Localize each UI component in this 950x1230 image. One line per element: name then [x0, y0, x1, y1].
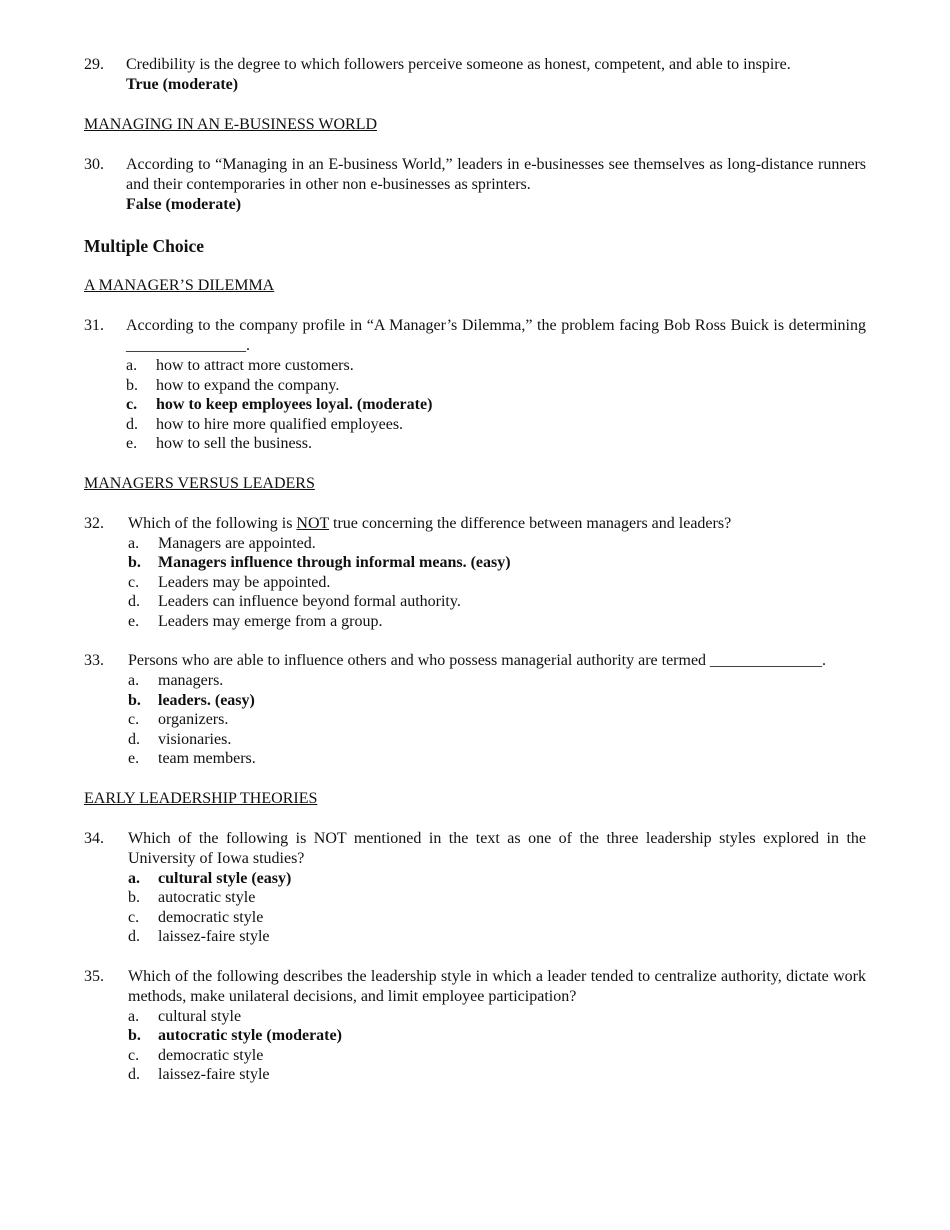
option-text: how to keep employees loyal. (moderate) [156, 396, 433, 413]
option-text: how to expand the company. [156, 376, 340, 394]
option-text: democratic style [158, 1046, 264, 1064]
option-text: laissez-faire style [158, 928, 270, 945]
option-d [128, 927, 866, 947]
option-letter: c. [128, 908, 140, 926]
question-text: According to the company profile in “A Manager’s Dilemma,” the problem facing Bob Ross Buick is determining _______________. [126, 317, 866, 354]
option-letter: a. [128, 672, 140, 689]
option-d [128, 1065, 866, 1085]
option-letter: a. [128, 534, 140, 552]
question-35 [84, 967, 866, 1085]
option-text: laissez-faire style [158, 1066, 270, 1083]
option-letter: c. [126, 396, 138, 413]
option-e [126, 434, 866, 454]
option-letter: e. [128, 750, 140, 767]
question-31 [84, 316, 866, 454]
question-number: 30. [84, 156, 104, 173]
question-number: 33. [84, 652, 104, 669]
answer-key: True (moderate) [126, 76, 239, 93]
option-a-correct [128, 869, 866, 889]
option-b [128, 888, 866, 908]
option-letter: a. [128, 869, 140, 887]
document-page [84, 55, 866, 1085]
option-c-correct [126, 395, 866, 415]
section-heading-dilemma: A MANAGER’S DILEMMA [84, 277, 275, 294]
option-text: cultural style (easy) [158, 869, 292, 887]
section-heading-ebusiness: MANAGING IN AN E-BUSINESS WORLD [84, 116, 378, 133]
option-d [126, 415, 866, 435]
question-32 [84, 514, 866, 632]
option-letter: e. [126, 435, 138, 452]
question-text: Credibility is the degree to which followers perceive someone as honest, competent, and able to inspire. [126, 56, 791, 73]
option-text: Managers are appointed. [158, 534, 316, 552]
option-d [128, 730, 866, 750]
option-text: managers. [158, 672, 224, 689]
question-number: 29. [84, 56, 104, 73]
question-30 [84, 155, 866, 215]
question-number: 31. [84, 317, 104, 334]
question-33 [84, 651, 866, 769]
option-text: how to attract more customers. [156, 357, 354, 374]
option-e [128, 749, 866, 769]
option-letter: b. [128, 1027, 141, 1044]
option-b-correct [128, 1026, 866, 1046]
question-34 [84, 829, 866, 947]
section-heading-early-theories: EARLY LEADERSHIP THEORIES [84, 789, 318, 807]
question-text [128, 514, 866, 534]
option-text: cultural style [158, 1007, 242, 1025]
question-29 [84, 55, 866, 95]
question-text: According to “Managing in an E-business World,” leaders in e-businesses see themselves as long-distance runners and their contemporaries in other non e-businesses as sprinters. [126, 156, 866, 193]
question-text-part: true concerning the difference between managers and leaders? [329, 514, 732, 532]
question-text-emphasis: NOT [296, 514, 330, 532]
option-a [126, 356, 866, 376]
option-b-correct [128, 553, 866, 573]
question-text: Which of the following describes the leadership style in which a leader tended to centralize authority, dictate work methods, make unilateral decisions, and limit employee participation? [128, 967, 866, 1005]
option-text: leaders. (easy) [158, 691, 255, 709]
option-text: Leaders may be appointed. [158, 573, 331, 591]
option-text: visionaries. [158, 730, 232, 748]
option-text: how to hire more qualified employees. [156, 415, 404, 433]
section-heading-managers-leaders: MANAGERS VERSUS LEADERS [84, 474, 315, 492]
option-letter: d. [128, 730, 140, 748]
question-number: 35. [84, 967, 104, 985]
option-letter: d. [128, 1066, 140, 1083]
option-e [128, 612, 866, 632]
option-b-correct [128, 691, 866, 711]
answer-key: False (moderate) [126, 196, 242, 213]
option-letter: e. [128, 612, 140, 630]
question-number: 34. [84, 829, 104, 847]
option-letter: b. [126, 376, 138, 394]
option-text: organizers. [158, 711, 229, 728]
option-c [128, 573, 866, 593]
option-text: Managers influence through informal means. (easy) [158, 554, 511, 571]
option-text: how to sell the business. [156, 435, 312, 452]
option-letter: d. [126, 415, 138, 433]
option-c [128, 1046, 866, 1066]
option-d [128, 592, 866, 612]
option-text: autocratic style [158, 889, 256, 906]
option-a [128, 671, 866, 691]
option-letter: a. [128, 1007, 140, 1025]
option-text: team members. [158, 750, 256, 767]
multiple-choice-heading: Multiple Choice [84, 236, 205, 256]
option-letter: c. [128, 573, 140, 591]
option-text: Leaders can influence beyond formal authority. [158, 593, 461, 610]
option-a [128, 1007, 866, 1027]
option-letter: b. [128, 554, 141, 571]
option-c [128, 908, 866, 928]
option-c [128, 710, 866, 730]
question-number: 32. [84, 514, 104, 532]
question-text: Persons who are able to influence others and who possess managerial authority are termed ______________. [128, 652, 827, 669]
option-letter: b. [128, 889, 140, 906]
option-a [128, 534, 866, 554]
option-text: autocratic style (moderate) [158, 1027, 342, 1044]
option-letter: a. [126, 357, 138, 374]
question-text: Which of the following is NOT mentioned in the text as one of the three leadership styles explored in the University of Iowa studies? [128, 829, 866, 867]
option-text: Leaders may emerge from a group. [158, 612, 383, 630]
option-b [126, 376, 866, 396]
option-letter: d. [128, 928, 140, 945]
option-letter: b. [128, 691, 141, 709]
option-letter: c. [128, 1046, 140, 1064]
option-letter: c. [128, 711, 140, 728]
question-text-part: Which of the following is [128, 514, 297, 532]
option-letter: d. [128, 593, 140, 610]
option-text: democratic style [158, 908, 264, 926]
